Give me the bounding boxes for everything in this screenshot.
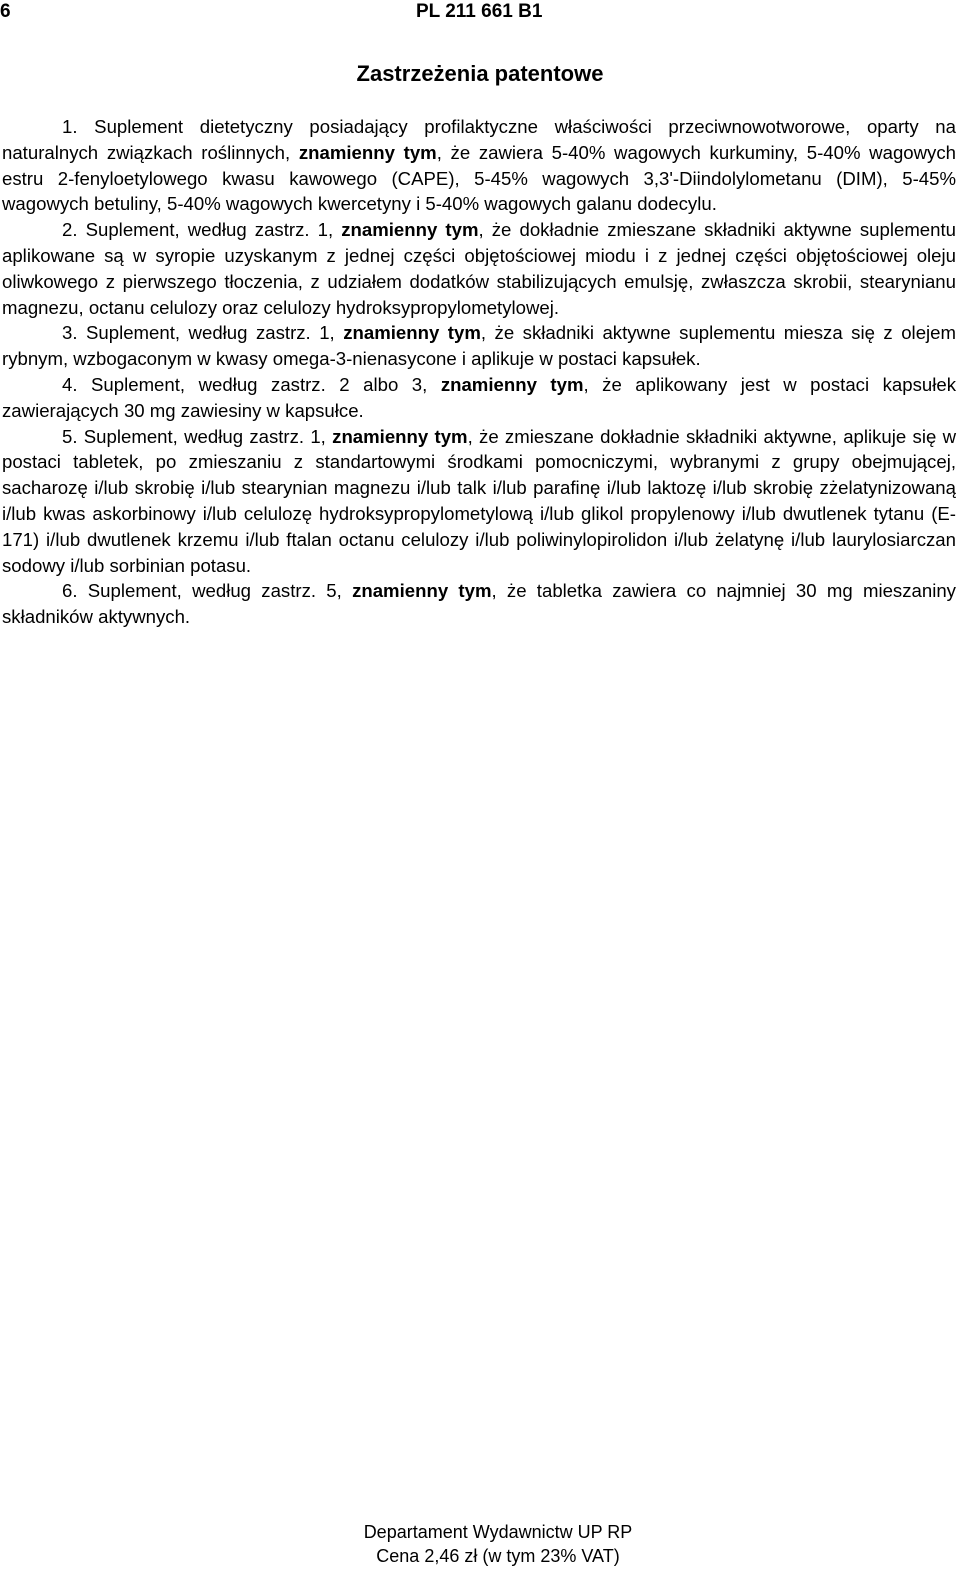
claim-text: 4. Suplement, według zastrz. 2 albo 3, (62, 373, 441, 395)
patent-id: PL 211 661 B1 (416, 1, 543, 22)
claim-text: , że składniki aktywne suplementu miesza się z olejem rybnym, wzbogaconym w kwasy omega-3-nienasycone i aplikuje w postaci kapsułek. (2, 322, 956, 370)
claim-2 (2, 217, 956, 320)
claim-1 (2, 114, 956, 217)
footer (0, 1520, 960, 1568)
claim-text: 6. Suplement, według zastrz. 5, (62, 580, 353, 602)
claim-text: , że aplikowany jest w postaci kapsułek zawierających 30 mg zawiesiny w kapsułce. (2, 373, 956, 421)
claim-text: 5. Suplement, według zastrz. 1, (62, 425, 333, 447)
claim-text: , że zmieszane dokładnie składniki aktywne, aplikuje się w postaci tabletek, po zmieszaniu z standartowymi środkami pomocniczymi, wybranymi z grupy obejmującej, sacharozę i/lub skrobię i/lub stearynian magnezu i/lub talk i/lub parafinę i/lub laktozę i/lub skrobię zżelatynizowaną i/lub kwas askorbinowy i/lub celulozę hydroksypropylometylową i/lub glikol propylenowy i/lub dwutlenek tytanu (E-171) i/lub dwutlenek krzemu i/lub ftalan octanu celulozy i/lub poliwinylopirolidon i/lub żelatynę i/lub laurylosiarczan sodowy i/lub sorbinian potasu. (2, 425, 956, 576)
claim-text: , że dokładnie zmieszane składniki aktywne suplementu aplikowane są w syropie uzyskanym z jednej części objętościowej miodu i z jednej części objętościowej oleju oliwkowego z pierwszego tłoczenia, z udziałem dodatków stabilizujących emulsję, zwłaszcza skrobii, stearynianu magnezu, octanu celulozy oraz celulozy hydroksypropylometylowej. (2, 219, 956, 318)
claim-keyword: znamienny tym (352, 580, 492, 602)
page-number: 6 (0, 1, 11, 22)
footer-publisher: Departament Wydawnictw UP RP (363, 1522, 633, 1542)
claim-keyword: znamienny tym (332, 425, 468, 447)
claim-3 (2, 320, 956, 372)
section-title: Zastrzeżenia patentowe (356, 61, 604, 86)
claim-text: 3. Suplement, według zastrz. 1, (62, 322, 344, 344)
claim-text: 1. Suplement dietetyczny posiadający profilaktyczne właściwości przeciwnowotworowe, oparty na naturalnych związkach roślinnych, (2, 116, 956, 163)
claim-5 (2, 424, 956, 579)
claim-text: 2. Suplement, według zastrz. 1, (62, 219, 342, 241)
claim-keyword: znamienny tym (440, 373, 584, 395)
footer-price: Cena 2,46 zł (w tym 23% VAT) (376, 1546, 620, 1566)
claim-keyword: znamienny tym (343, 322, 481, 344)
claims-list (2, 114, 956, 630)
claim-keyword: znamienny tym (341, 219, 479, 241)
claim-6 (2, 578, 956, 630)
claim-keyword: znamienny tym (298, 141, 437, 163)
claim-4 (2, 372, 956, 424)
claim-text: , że zawiera 5-40% wagowych kurkuminy, 5-40% wagowych estru 2-fenyloetylowego kwasu kawowego (CAPE), 5-45% wagowych 3,3'-Diindolylometanu (DIM), 5-45% wagowych betuliny, 5-40% wagowych kwercetyny i 5-40% wagowych galanu dodecylu. (2, 141, 956, 215)
claim-text: , że tabletka zawiera co najmniej 30 mg mieszaniny składników aktywnych. (2, 580, 956, 628)
